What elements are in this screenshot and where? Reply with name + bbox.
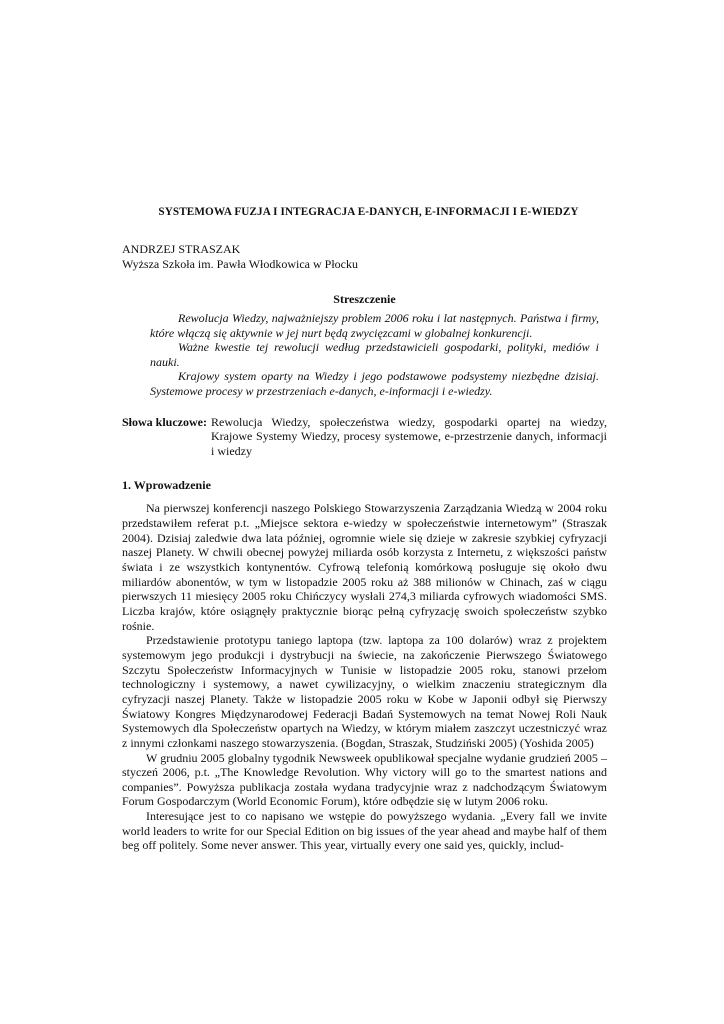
author-name: ANDRZEJ STRASZAK xyxy=(122,242,241,256)
body-paragraph: Interesujące jest to co napisano we wstępie do powyższego wydania. „Every fall we invite world leaders to write for our Special Edition on big issues of the year ahead and maybe half of them beg off politely. Some never answer. This year, virtually every one said yes, quickly, includ- xyxy=(122,809,607,853)
section-heading: 1. Wprowadzenie xyxy=(122,478,211,493)
abstract-paragraph: Rewolucja Wiedzy, najważniejszy problem 2006 roku i lat następnych. Państwa i firmy, które włączą się aktywnie w jej nurt będą zwycięzcami w globalnej konkurencji. xyxy=(150,311,599,340)
keywords-text: Rewolucja Wiedzy, społeczeństwa wiedzy, gospodarki opartej na wiedzy, Krajowe Systemy Wiedzy, procesy systemowe, e-przestrzenie danych, informacji i wiedzy xyxy=(211,414,607,458)
abstract-paragraph: Ważne kwestie tej rewolucji według przedstawicieli gospodarki, polityki, mediów i nauki. xyxy=(150,340,599,369)
abstract xyxy=(122,311,607,399)
paper-title: SYSTEMOWA FUZJA I INTEGRACJA E-DANYCH, E-INFORMACJI I E-WIEDZY xyxy=(158,206,579,218)
keywords-label: Słowa kluczowe: xyxy=(122,414,207,429)
author-block xyxy=(122,242,607,272)
body-paragraph: Na pierwszej konferencji naszego Polskiego Stowarzyszenia Zarządzania Wiedzą w 2004 roku przedstawiłem referat p.t. „Miejsce sektora e-wiedzy w społeczeństwie internetowym” (Straszak 2004). Dzisiaj zaledwie dwa lata później, ogromnie wiele się dzieje w zakresie szybkiej cyfryzacji naszej Planety. W chwili obecnej powyżej miliarda osób korzysta z Internetu, z większości państw świata i ze wszystkich kontynentów. Cyfrową telefonią komórkową posługuje się około dwu miliardów abonentów, w tym w listopadzie 2005 roku aż 388 milionów w Chinach, zaś w ciągu pierwszych 11 miesięcy 2005 roku Chińczycy wysłali 274,3 miliarda cyfrowych wiadomości SMS. Liczba krajów, które osiągnęły praktycznie biorąc pełną cyfryzację swoich społeczeństw szybko rośnie. xyxy=(122,501,607,633)
abstract-paragraph: Krajowy system oparty na Wiedzy i jego podstawowe podsystemy niezbędne dzisiaj. Systemowe procesy w przestrzeniach e-danych, e-informacji i e-wiedzy. xyxy=(150,369,599,398)
page-content xyxy=(122,206,607,853)
body-text xyxy=(122,501,607,853)
body-paragraph: W grudniu 2005 globalny tygodnik Newsweek opublikował specjalne wydanie grudzień 2005 – styczeń 2006, p.t. „The Knowledge Revolution. Why victory will go to the smartest nations and companies”. Powyższa publikacja została wydana tradycyjnie wraz z nadchodzącym Światowym Forum Gospodarczym (World Economic Forum), które odbędzie się w lutym 2006 roku. xyxy=(122,750,607,809)
body-paragraph: Przedstawienie prototypu taniego laptopa (tzw. laptopa za 100 dolarów) wraz z projektem systemowym jego produkcji i dystrybucji na świecie, na zakończenie Pierwszego Światowego Szczytu Społeczeństw Informacyjnych w Tunisie w listopadzie 2005 roku, stanowi przełom technologiczny i systemowy, a nawet cywilizacyjny, o wielkim znaczeniu strategicznym dla cyfryzacji naszej Planety. Także w listopadzie 2005 roku w Kobe w Japonii odbył się Pierwszy Światowy Kongres Międzynarodowej Federacji Badań Systemowych na temat Nowej Roli Nauk Systemowych dla Społeczeństw opartych na Wiedzy, w którym miałem zaszczyt uczestniczyć wraz z innymi członkami naszego stowarzyszenia. (Bogdan, Straszak, Studziński 2005) (Yoshida 2005) xyxy=(122,633,607,750)
keywords-block xyxy=(122,415,607,459)
author-affiliation: Wyższa Szkoła im. Pawła Włodkowica w Płocku xyxy=(122,257,359,271)
abstract-heading: Streszczenie xyxy=(333,292,396,306)
